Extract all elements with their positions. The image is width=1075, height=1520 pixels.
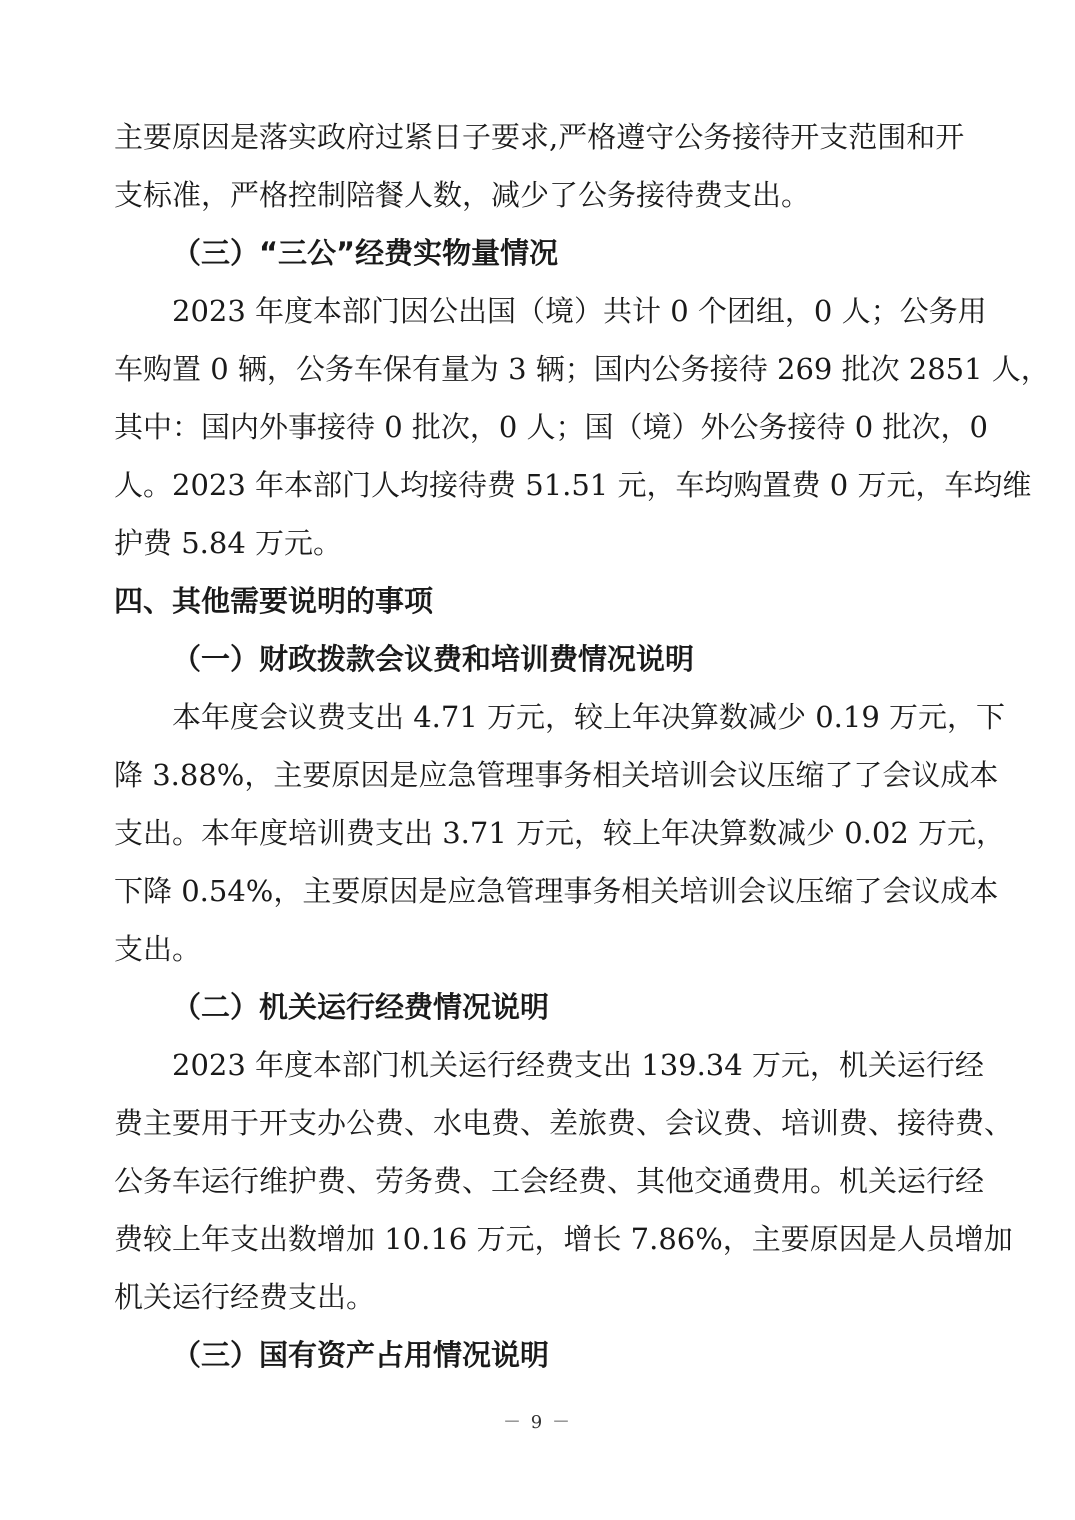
paragraph-line: 车购置 0 辆，公务车保有量为 3 辆；国内公务接待 269 批次 2851 人，: [114, 352, 1050, 386]
paragraph-line: 人。2023 年本部门人均接待费 51.51 元，车均购置费 0 万元，车均维: [114, 468, 1032, 502]
paragraph-line: 2023 年度本部门机关运行经费支出 139.34 万元，机关运行经: [172, 1048, 984, 1082]
subsection-heading: （二）机关运行经费情况说明: [172, 990, 550, 1024]
subsection-heading: （一）财政拨款会议费和培训费情况说明: [172, 642, 695, 676]
paragraph-line: 护费 5.84 万元。: [114, 526, 343, 560]
paragraph-line: 机关运行经费支出。: [114, 1280, 376, 1314]
paragraph-line: 支标准，严格控制陪餐人数，减少了公务接待费支出。: [114, 178, 811, 212]
paragraph-line: 其中：国内外事接待 0 批次，0 人；国（境）外公务接待 0 批次，0: [114, 410, 988, 444]
paragraph-line: 支出。本年度培训费支出 3.71 万元，较上年决算数减少 0.02 万元，: [114, 816, 1006, 850]
paragraph-line: 费主要用于开支办公费、水电费、差旅费、会议费、培训费、接待费、: [114, 1106, 1014, 1140]
paragraph-line: 本年度会议费支出 4.71 万元，较上年决算数减少 0.19 万元，下: [172, 700, 1006, 734]
paragraph-line: 主要原因是落实政府过紧日子要求,严格遵守公务接待开支范围和开: [114, 120, 965, 154]
subsection-heading: （三）国有资产占用情况说明: [172, 1338, 550, 1372]
paragraph-line: 公务车运行维护费、劳务费、工会经费、其他交通费用。机关运行经: [114, 1164, 985, 1198]
paragraph-line: 下降 0.54%，主要原因是应急管理事务相关培训会议压缩了会议成本: [114, 874, 999, 908]
paragraph-line: 支出。: [114, 932, 202, 966]
paragraph-line: 降 3.88%，主要原因是应急管理事务相关培训会议压缩了了会议成本: [114, 758, 999, 792]
paragraph-line: 2023 年度本部门因公出国（境）共计 0 个团组，0 人；公务用: [172, 294, 987, 328]
subsection-heading: （三）“三公”经费实物量情况: [172, 236, 559, 270]
page-number: － 9 －: [503, 1412, 572, 1433]
document-body: [114, 108, 1050, 1384]
section-heading: 四、其他需要说明的事项: [114, 584, 434, 618]
paragraph-line: 费较上年支出数增加 10.16 万元，增长 7.86%，主要原因是人员增加: [114, 1222, 1013, 1256]
